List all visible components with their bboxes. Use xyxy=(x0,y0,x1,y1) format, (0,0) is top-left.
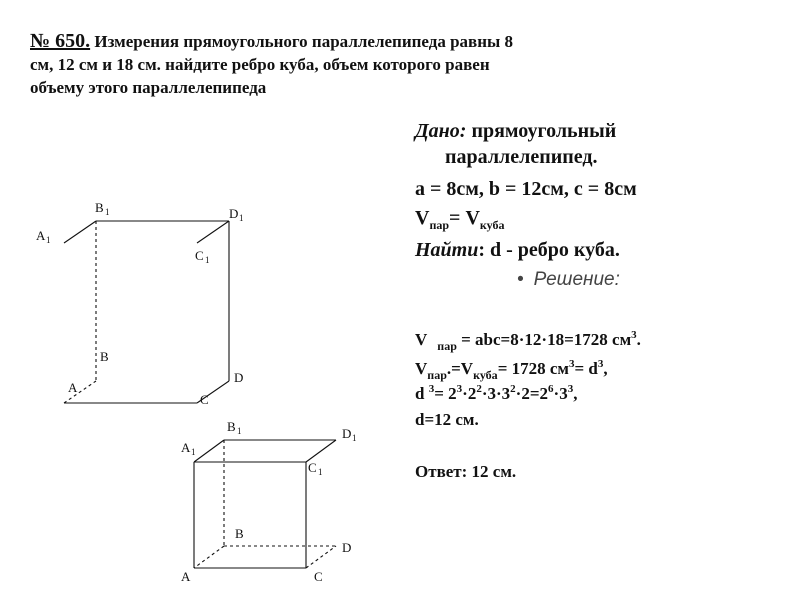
answer: Ответ: 12 см. xyxy=(415,462,517,481)
given-dimensions: a = 8см, b = 12см, c = 8см xyxy=(415,178,637,200)
cube-label-b1: B xyxy=(227,419,236,434)
calc-end: . xyxy=(636,330,641,349)
parallelepiped-labels xyxy=(36,200,244,407)
label-a: A xyxy=(68,380,78,395)
calc-sup: 6 xyxy=(548,383,554,395)
given-text-a: прямоугольный xyxy=(466,120,617,142)
cube-label-a: A xyxy=(181,569,191,584)
cube-label-b: B xyxy=(235,526,244,541)
calc-text: ·3·3 xyxy=(481,384,511,403)
calc-end: , xyxy=(603,359,608,378)
calc-sup: 3 xyxy=(569,358,575,370)
given-label: Дано: xyxy=(415,120,467,142)
calc-sub: пар xyxy=(437,339,457,353)
v-cube-subscript: куба xyxy=(479,218,505,232)
cube-label-a1-index: 1 xyxy=(191,447,196,457)
calc-sup: 3 xyxy=(567,383,574,395)
solution-label: Решение: xyxy=(533,269,620,290)
calc-sup: 3 xyxy=(597,358,604,370)
calc-text: = 2 xyxy=(434,384,457,403)
parallelepiped-figure xyxy=(64,221,229,403)
label-d: D xyxy=(234,370,244,385)
calc-v: V xyxy=(415,330,428,349)
calc-sup: 2 xyxy=(476,383,482,395)
calc-text: ·2 xyxy=(462,384,477,403)
cube-label-d1-index: 1 xyxy=(352,433,357,443)
cube-edge-b1-a1 xyxy=(194,440,224,462)
edge-d1-c1 xyxy=(197,221,229,243)
cube-label-c1-index: 1 xyxy=(318,467,323,477)
label-b: B xyxy=(100,349,109,364)
calc-text: .=V xyxy=(446,359,474,378)
label-c1-index: 1 xyxy=(205,255,210,265)
calc-sup: 3 xyxy=(456,383,463,395)
v-equals: = V xyxy=(449,207,480,229)
cube-label-d1: D xyxy=(342,426,352,441)
calc-line-4: d=12 см. xyxy=(415,410,479,429)
label-b1-index: 1 xyxy=(105,207,110,217)
v-par-subscript: пар xyxy=(429,218,450,232)
label-d1: D xyxy=(229,206,239,221)
calc-sub: пар xyxy=(427,368,447,382)
calc-v: V xyxy=(415,359,428,378)
cube-label-c1: C xyxy=(308,460,317,475)
edge-b1-a1 xyxy=(64,221,96,243)
cube-edge-c-d-hidden xyxy=(306,546,336,568)
problem-text-line-1: Измерения прямоугольного параллелепипеда равны 8 xyxy=(90,32,514,51)
find-text: : d - ребро куба. xyxy=(478,239,620,261)
calc-text: = abc=8·12·18=1728 см xyxy=(456,330,632,349)
calc-sup: 3 xyxy=(631,329,637,341)
given-text-b: параллелепипед. xyxy=(445,146,598,168)
label-c1: C xyxy=(195,248,204,263)
calc-text: = 1728 см xyxy=(497,359,569,378)
calc-sup: 3 xyxy=(428,383,435,395)
label-d1-index: 1 xyxy=(239,213,244,223)
label-a1-index: 1 xyxy=(46,235,51,245)
v-symbol: V xyxy=(415,207,430,229)
cube-edge-b-a-hidden xyxy=(194,546,224,568)
label-a1: A xyxy=(36,228,46,243)
cube-label-a1: A xyxy=(181,440,191,455)
cube-label-b1-index: 1 xyxy=(237,426,242,436)
cube-label-d: D xyxy=(342,540,352,555)
calc-text: ·3 xyxy=(553,384,568,403)
cube-edge-c1-d1 xyxy=(306,440,336,462)
problem-number: № 650. xyxy=(30,30,91,52)
calc-text: ·2=2 xyxy=(515,384,549,403)
calc-sup: 2 xyxy=(510,383,516,395)
calc-end: , xyxy=(573,384,578,403)
label-c: C xyxy=(200,392,209,407)
calc-text: = d xyxy=(574,359,598,378)
cube-label-c: C xyxy=(314,569,323,584)
bullet-icon: • xyxy=(517,269,524,290)
find-label: Найти xyxy=(415,239,479,261)
problem-text-line-3: объему этого параллелепипеда xyxy=(30,78,267,97)
problem-text-line-2: см, 12 см и 18 см. найдите ребро куба, объем которого равен xyxy=(30,55,490,74)
label-b1: B xyxy=(95,200,104,215)
calc-text: d xyxy=(415,384,429,403)
calc-sub: куба xyxy=(473,368,498,382)
